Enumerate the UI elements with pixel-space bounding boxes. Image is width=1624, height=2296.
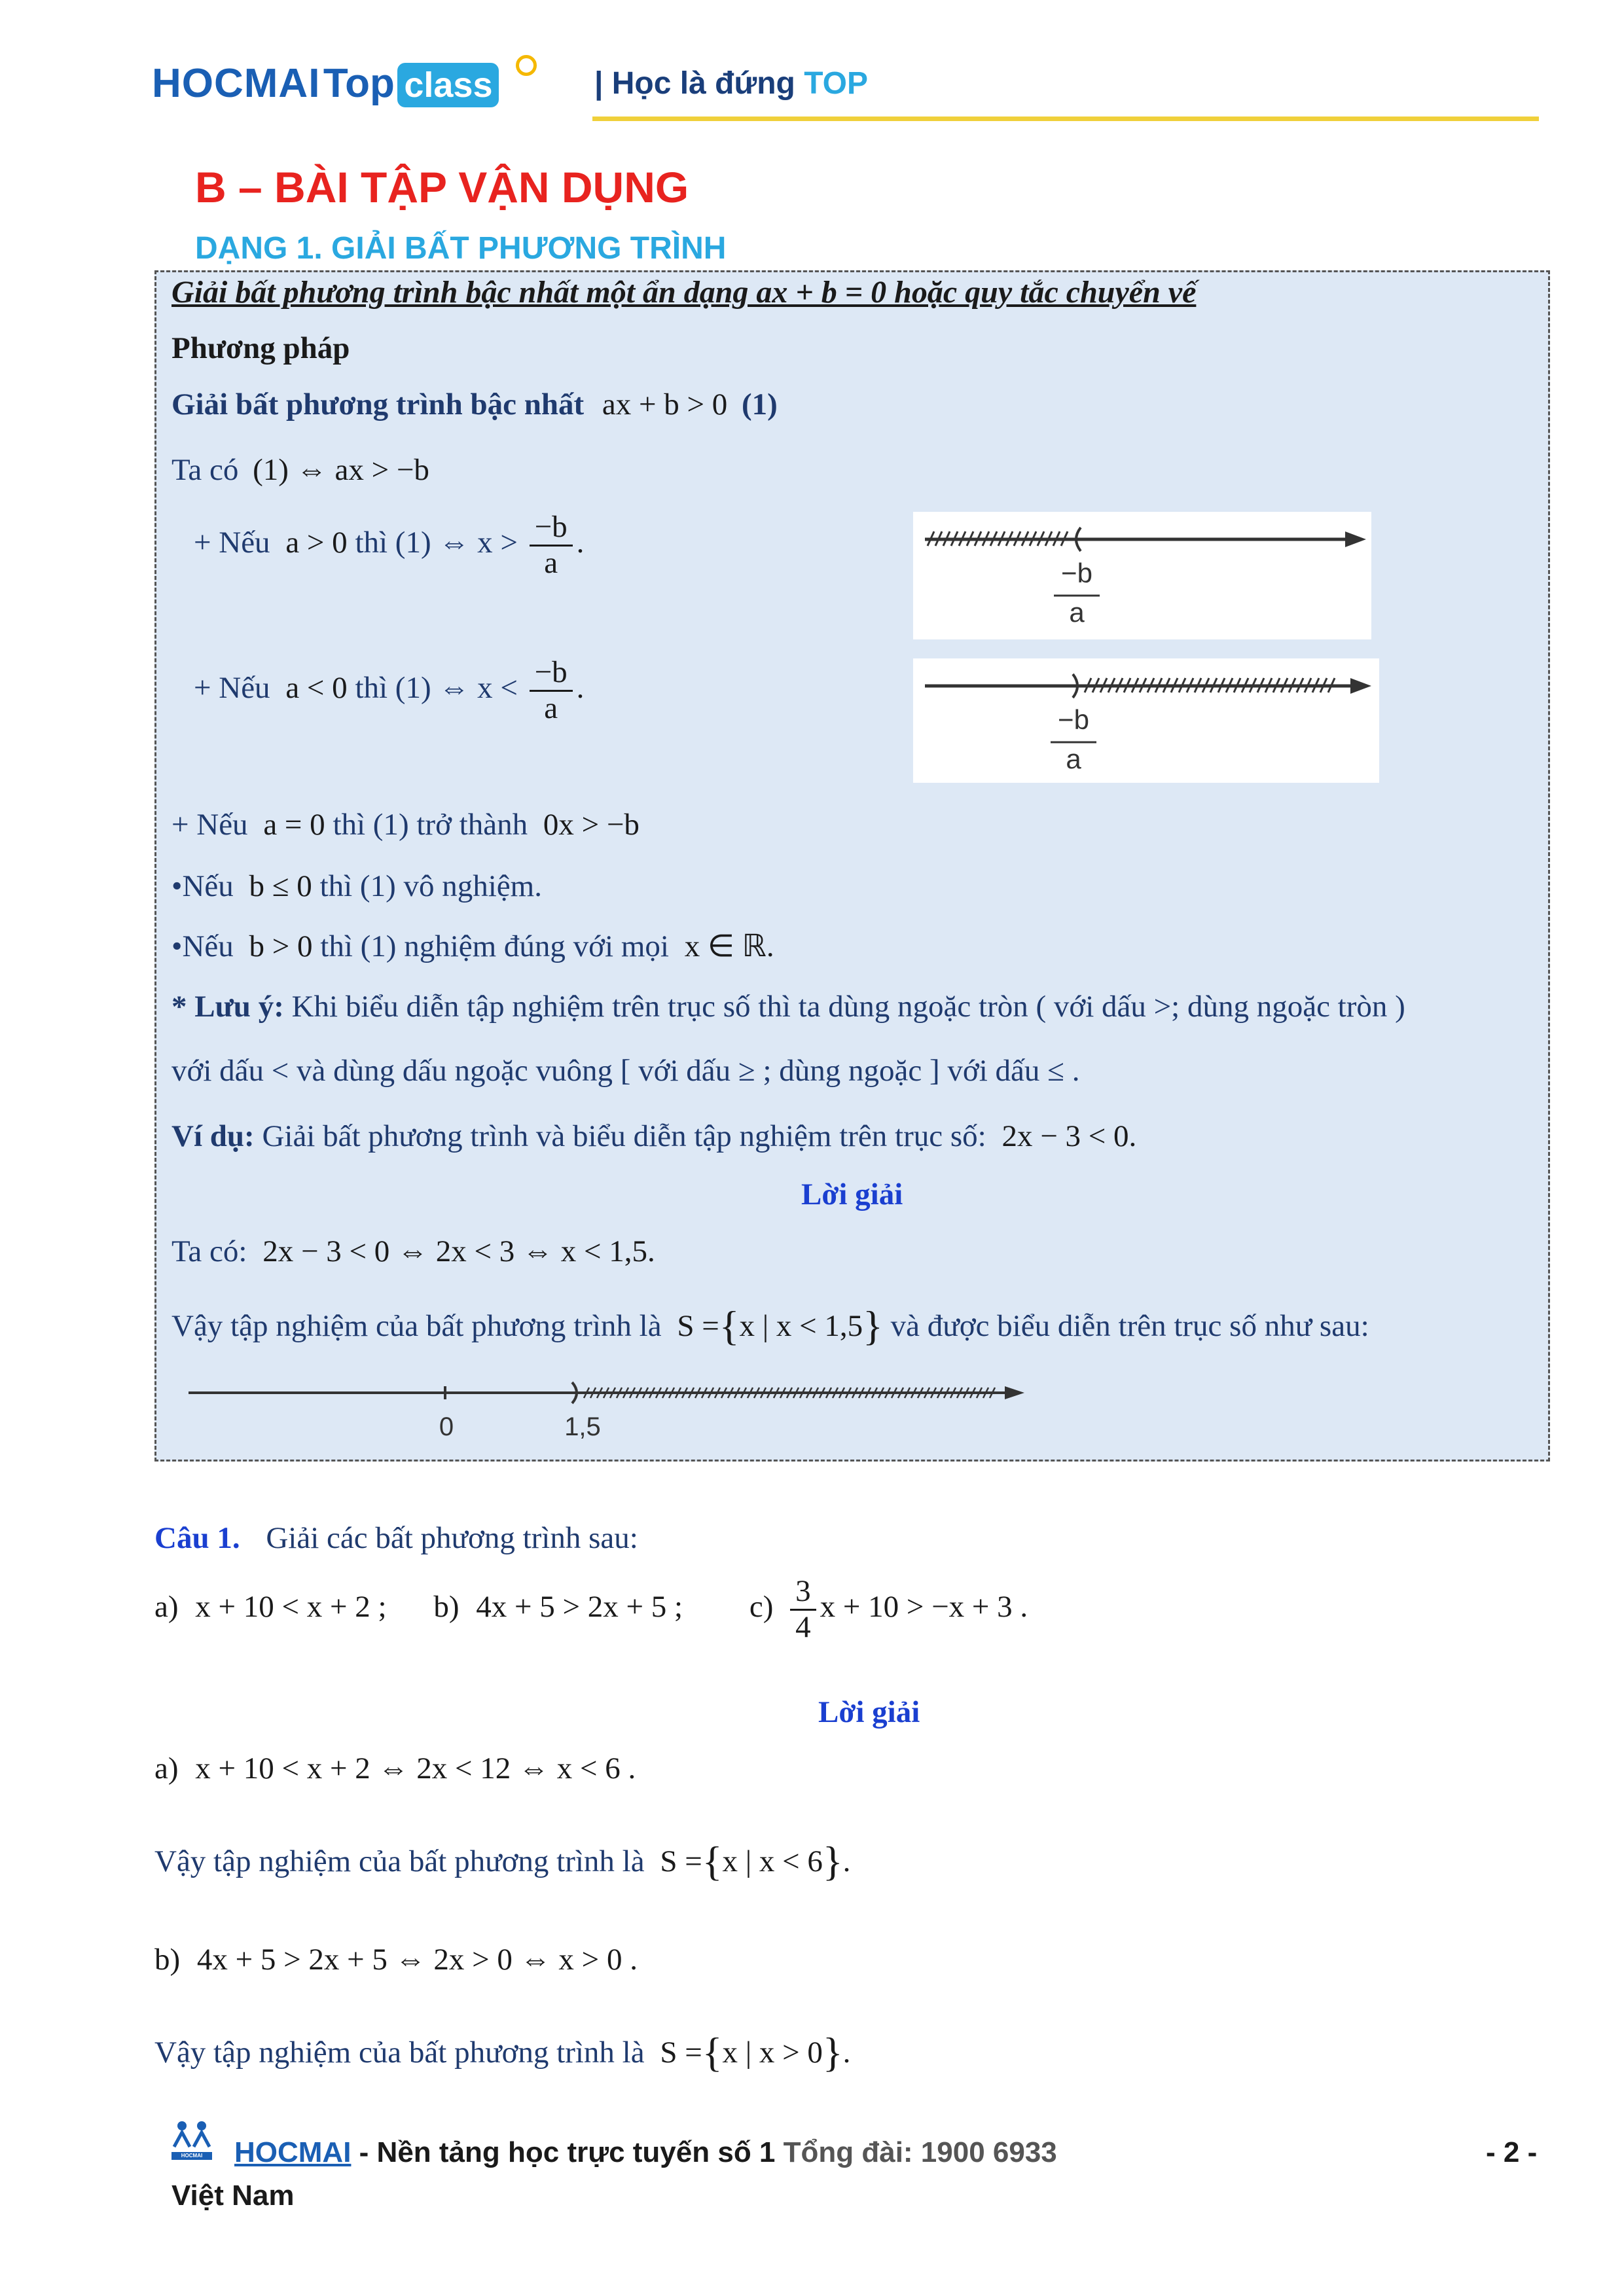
case2-line: + Nếu a < 0 thì (1) ⇔ x < $\frac{-b}{a}$ . [194,655,585,725]
bullet1-line: •Nếu b ≤ 0 thì (1) vô nghiệm. [171,869,542,903]
case1-fraction: $\frac{-b}{a}$ [530,511,573,580]
method-label: Phương pháp [171,331,350,365]
case2-fraction: $\frac{-b}{a}$ [530,656,573,725]
ng2-num: −b [1058,704,1089,735]
footer-brand-link[interactable]: HOCMAI [234,2136,352,2168]
question-solution-label: Lời giải [818,1695,920,1729]
logo-class-badge: class [397,63,499,107]
section-subtitle: DẠNG 1. GIẢI BẤT PHƯƠNG TRÌNH [195,231,727,266]
bullet2-line: •Nếu b > 0 thì (1) nghiệm đúng với mọi x ∈ ℝ. [171,929,774,963]
part-c-fraction: $\frac{3}{4}$ [790,1575,816,1644]
logo-hocmai: HOCMAI [152,61,321,106]
box-heading: Giải bất phương trình bậc nhất một ẩn dạng ax + b = 0 hoặc quy tắc chuyển vế [171,275,1197,310]
ng2-den: a [1066,744,1081,774]
sol-b-line: b) 4x + 5 > 2x + 5 ⇔ 2x > 0 ⇔ x > 0 . [154,1943,638,1977]
ng1-num: −b [1061,558,1092,588]
box-solution-label: Lời giải [801,1177,903,1211]
box-sol-line-2: Vậy tập nghiệm của bất phương trình là S ={x | x < 1,5} và được biểu diễn trên trục số như sau: [171,1302,1369,1349]
solve-line: Giải bất phương trình bậc nhất ax + b > 0 (1) [171,387,778,422]
example-number-line [183,1373,1034,1442]
method-box [154,270,1550,1462]
number-line-less-svg [913,658,1379,783]
number-line-greater-svg [913,512,1371,639]
sol-b-conclusion: Vậy tập nghiệm của bất phương trình là S ={x | x > 0}. [154,2029,851,2075]
number-line-greater [913,512,1371,639]
case3-line: + Nếu a = 0 thì (1) trở thành 0x > −b [171,808,640,842]
footer-logo-icon [169,2119,215,2165]
axis-label-1-5: 1,5 [564,1412,601,1441]
example-number-line-svg [183,1373,1034,1412]
section-title: B – BÀI TẬP VẬN DỤNG [195,163,689,211]
ng1-den: a [1069,597,1085,628]
header-tagline: | Học là đứng TOP [594,66,869,101]
footer-text: HOCMAI - Nền tảng học trực tuyến số 1 Tổng đài: 1900 6933 [234,2136,1057,2168]
question-1-parts: a) x + 10 < x + 2 ; b) 4x + 5 > 2x + 5 ; c) $\frac{3}{4}$ x + 10 > −x + 3 . [154,1574,1028,1644]
axis-label-0: 0 [439,1412,454,1441]
question-1-line: Câu 1. Giải các bất phương trình sau: [154,1521,638,1555]
note-line-1: * Lưu ý: Khi biểu diễn tập nghiệm trên trục số thì ta dùng ngoặc tròn ( với dấu >; dùng ngoặc tròn ) [171,990,1405,1024]
page-number: - 2 - [1486,2136,1538,2168]
ta-co-line: Ta có (1) ⇔ ax > −b [171,453,429,487]
sol-a-conclusion: Vậy tập nghiệm của bất phương trình là S ={x | x < 6}. [154,1838,851,1884]
footer-logo-text: HOCMAI [181,2153,203,2159]
case1-line: + Nếu a > 0 thì (1) ⇔ x > $\frac{-b}{a}$ . [194,510,585,580]
logo-sun-icon [516,55,537,76]
example-line: Ví dụ: Giải bất phương trình và biểu diễn tập nghiệm trên trục số: 2x − 3 < 0. [171,1119,1137,1153]
header-logo [152,60,499,113]
tagline-highlight: TOP [804,66,869,101]
sol-a-line: a) x + 10 < x + 2 ⇔ 2x < 12 ⇔ x < 6 . [154,1751,636,1785]
header-divider [592,117,1539,121]
box-sol-line-1: Ta có: 2x − 3 < 0 ⇔ 2x < 3 ⇔ x < 1,5. [171,1234,655,1268]
question-1-label: Câu 1. [154,1521,240,1555]
number-line-less [913,658,1379,783]
footer-country: Việt Nam [171,2179,295,2212]
logo-top: Top [323,61,395,106]
note-line-2: với dấu < và dùng dấu ngoặc vuông [ với dấu ≥ ; dùng ngoặc ] với dấu ≤ . [171,1054,1080,1088]
